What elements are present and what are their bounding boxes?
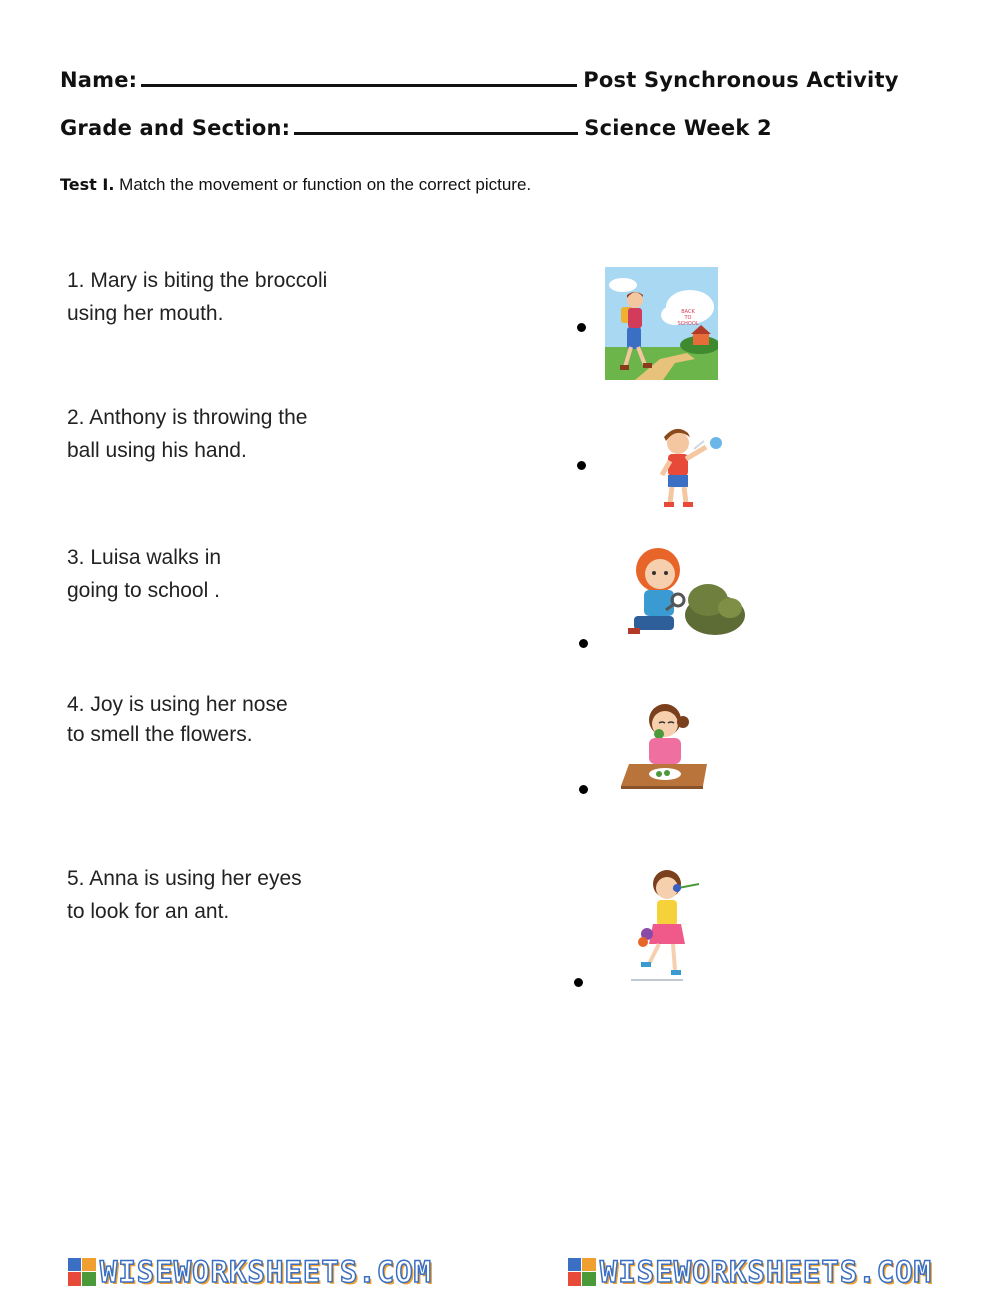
test-label: Test I.	[60, 175, 115, 194]
item-5	[67, 862, 302, 928]
item-3-line-1: 3. Luisa walks in	[67, 546, 222, 569]
subject-week: Science Week 2	[584, 116, 772, 140]
picture-girl-smelling-flowers[interactable]	[607, 862, 731, 986]
watermark-text: WISEWORKSHEETS.COM	[599, 1254, 933, 1289]
item-2	[67, 401, 308, 467]
picture-girl-walking-to-school[interactable]	[605, 267, 718, 380]
watermark-right	[568, 1255, 932, 1289]
footer-watermark	[0, 1252, 1000, 1291]
walking-girl-illustration	[605, 267, 718, 380]
sign-text-2: TO	[684, 315, 692, 321]
watermark-left	[68, 1255, 432, 1289]
name-label: Name:	[60, 68, 138, 92]
item-1-line-2: using her mouth.	[67, 302, 224, 325]
item-4	[67, 690, 288, 750]
magnifier-girl-illustration	[620, 540, 746, 642]
match-dot-5[interactable]	[574, 978, 583, 987]
grade-row	[60, 116, 772, 140]
item-4-line-2: to smell the flowers.	[67, 723, 253, 746]
item-2-line-2: ball using his hand.	[67, 439, 247, 462]
match-dot-1[interactable]	[577, 323, 586, 332]
item-1	[67, 264, 327, 330]
instruction	[60, 175, 531, 195]
picture-boy-throwing-ball[interactable]	[650, 421, 738, 513]
item-5-line-1: 5. Anna is using her eyes	[67, 867, 302, 890]
item-2-line-1: 2. Anthony is throwing the	[67, 406, 308, 429]
match-dot-3[interactable]	[579, 639, 588, 648]
smelling-girl-illustration	[607, 862, 731, 986]
match-dot-2[interactable]	[577, 461, 586, 470]
item-3	[67, 541, 221, 607]
watermark-logo-icon	[568, 1258, 596, 1286]
name-blank-line[interactable]	[141, 70, 577, 87]
throwing-boy-illustration	[650, 421, 738, 513]
instruction-text: Match the movement or function on the correct picture.	[119, 175, 532, 194]
sign-text-3: SCHOOL	[677, 321, 699, 327]
grade-blank-line[interactable]	[294, 118, 578, 135]
name-row	[60, 68, 899, 92]
match-dot-4[interactable]	[579, 785, 588, 794]
watermark-text: WISEWORKSHEETS.COM	[99, 1254, 433, 1289]
item-4-line-1: 4. Joy is using her nose	[67, 693, 288, 716]
item-5-line-2: to look for an ant.	[67, 900, 230, 923]
eating-girl-illustration	[619, 694, 709, 789]
sign-text-1: BACK	[681, 309, 695, 315]
watermark-logo-icon	[68, 1258, 96, 1286]
item-3-line-2: going to school .	[67, 579, 220, 602]
activity-title: Post Synchronous Activity	[583, 68, 899, 92]
picture-girl-looking-for-ant[interactable]	[620, 540, 746, 642]
picture-girl-biting-broccoli[interactable]	[619, 694, 709, 789]
item-1-line-1: 1. Mary is biting the broccoli	[67, 269, 328, 292]
grade-label: Grade and Section:	[60, 116, 291, 140]
